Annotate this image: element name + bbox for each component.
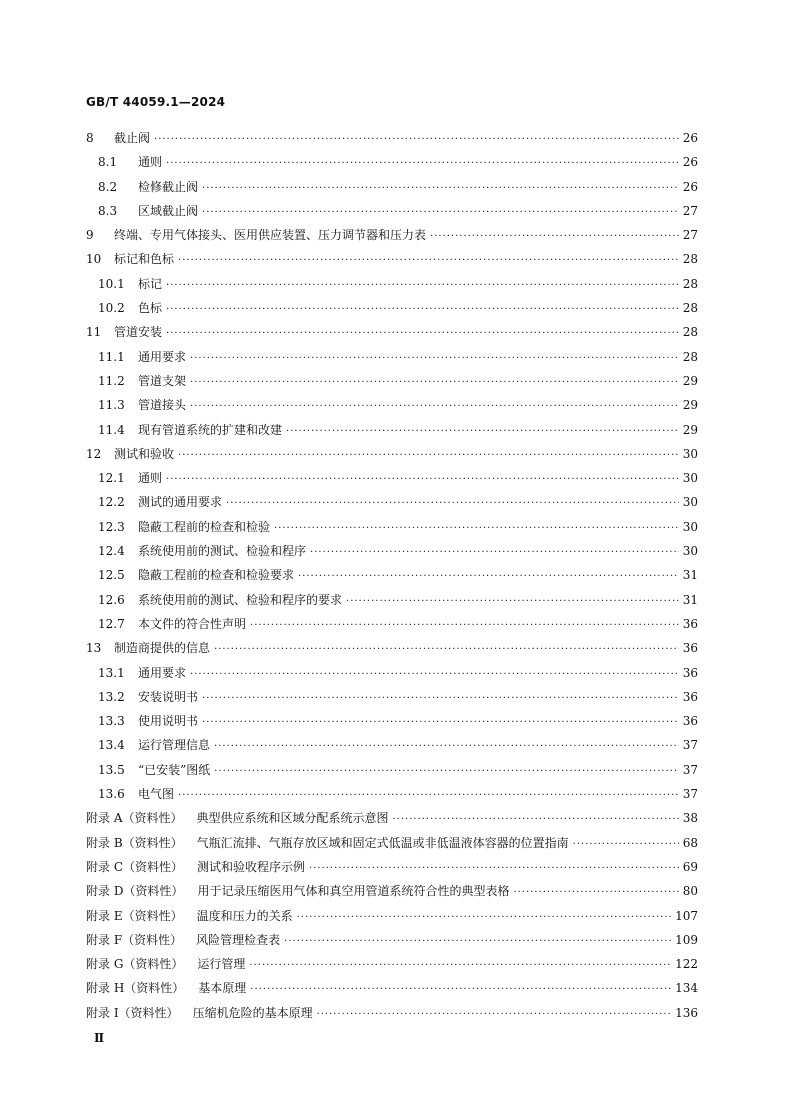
toc-leader-dots [274, 517, 679, 541]
toc-entry-page: 36 [682, 616, 698, 631]
toc-leader-dots [284, 930, 671, 954]
toc-entry[interactable] [86, 636, 698, 660]
toc-leader-dots [393, 808, 679, 832]
toc-entry[interactable] [86, 199, 698, 223]
toc-entry-number: 8.2 [98, 179, 118, 194]
toc-leader-dots [310, 541, 679, 565]
toc-entry-title: 现有管道系统的扩建和改建 [138, 422, 283, 437]
toc-entry-number: 11.4 [98, 422, 125, 437]
toc-entry-page: 30 [682, 471, 698, 486]
toc-entry-number: 9 [86, 228, 94, 243]
toc-entry[interactable] [86, 952, 698, 976]
toc-entry-number: 11.3 [98, 398, 125, 413]
toc-leader-dots [214, 735, 679, 759]
toc-leader-dots [317, 1003, 672, 1027]
toc-entry[interactable] [86, 976, 698, 1000]
toc-entry-title: 隐蔽工程前的检查和检验 [138, 519, 271, 534]
toc-entry-number: 12.5 [98, 568, 125, 583]
toc-entry-page: 26 [682, 155, 698, 170]
toc-entry-page: 30 [682, 446, 698, 461]
toc-entry-number: 8.1 [98, 155, 118, 170]
toc-entry-number: 附录 B（资料性） [86, 835, 183, 850]
standard-number: GB/T 44059.1—2024 [86, 95, 226, 109]
toc-leader-dots [214, 760, 678, 784]
toc-entry-number: 11 [86, 325, 102, 340]
toc-entry-page: 31 [682, 592, 698, 607]
toc-entry-number: 附录 F（资料性） [86, 932, 183, 947]
toc-entry-title: 风险管理检查表 [196, 932, 281, 947]
toc-leader-dots [346, 590, 679, 614]
toc-leader-dots [249, 954, 671, 978]
toc-entry[interactable] [86, 563, 698, 587]
toc-entry-page: 29 [682, 373, 698, 388]
toc-entry-page: 28 [682, 252, 698, 267]
toc-leader-dots [286, 420, 679, 444]
toc-entry[interactable] [86, 588, 698, 612]
toc-leader-dots [178, 444, 679, 468]
toc-entry-number: 10.2 [98, 301, 125, 316]
toc-leader-dots [166, 152, 679, 176]
toc-leader-dots [202, 687, 679, 711]
toc-entry-page: 37 [682, 738, 698, 753]
toc-leader-dots [298, 565, 679, 589]
toc-entry[interactable] [86, 709, 698, 733]
toc-entry-title: 管道安装 [114, 325, 163, 340]
toc-entry[interactable] [86, 515, 698, 539]
toc-entry-title: 管道接头 [138, 398, 187, 413]
toc-leader-dots [297, 906, 672, 930]
toc-entry-number: 12 [86, 446, 102, 461]
toc-entry[interactable] [86, 345, 698, 369]
toc-entry-title: 系统使用前的测试、检验和程序的要求 [138, 592, 343, 607]
toc-entry-number: 附录 D（资料性） [86, 884, 184, 899]
toc-entry-number: 12.6 [98, 592, 125, 607]
toc-entry-title: 截止阀 [114, 131, 151, 145]
toc-entry[interactable] [86, 223, 698, 247]
toc-entry[interactable] [86, 490, 698, 514]
toc-entry-title: 运行管理信息 [138, 738, 211, 753]
toc-entry-page: 37 [682, 762, 698, 777]
toc-entry-page: 28 [682, 301, 698, 316]
toc-entry-title: 通则 [138, 155, 163, 170]
toc-entry-title: 安装说明书 [138, 689, 199, 704]
toc-entry-number: 附录 H（资料性） [86, 981, 185, 996]
toc-entry-page: 27 [682, 228, 698, 243]
toc-entry[interactable] [86, 272, 698, 296]
toc-entry-page: 36 [682, 665, 698, 680]
toc-leader-dots [190, 395, 679, 419]
toc-entry-number: 12.4 [98, 544, 125, 559]
toc-entry-page: 31 [682, 568, 698, 583]
toc-entry-page: 28 [682, 349, 698, 364]
toc-leader-dots [154, 128, 679, 152]
toc-leader-dots [166, 298, 679, 322]
toc-entry-page: 36 [682, 641, 698, 656]
toc-entry-page: 27 [682, 203, 698, 218]
toc-leader-dots [190, 347, 679, 371]
toc-leader-dots [250, 614, 679, 638]
toc-leader-dots [190, 371, 679, 395]
toc-leader-dots [513, 881, 678, 905]
toc-entry-title: 温度和压力的关系 [196, 908, 293, 923]
toc-entry-number: 附录 I（资料性） [86, 1005, 179, 1020]
toc-leader-dots [190, 663, 679, 687]
toc-entry-title: 通则 [138, 471, 163, 486]
toc-entry-title: 使用说明书 [138, 714, 199, 729]
toc-entry-page: 36 [682, 689, 698, 704]
toc-entry-title: 通用要求 [138, 665, 187, 680]
toc-entry-number: 11.2 [98, 373, 125, 388]
toc-entry-number: 12.1 [98, 471, 125, 486]
toc-entry-page: 37 [682, 787, 698, 802]
toc-entry-title: “已安装”图纸 [138, 762, 211, 777]
toc-entry-number: 13.2 [98, 689, 125, 704]
toc-entry[interactable] [86, 855, 698, 879]
toc-entry-title: 检修截止阀 [138, 179, 199, 194]
toc-entry-title: 终端、专用气体接头、医用供应装置、压力调节器和压力表 [114, 228, 427, 243]
toc-entry-number: 13.3 [98, 714, 125, 729]
toc-entry-number: 13.1 [98, 665, 125, 680]
toc-entry-title: 测试和验收 [114, 446, 175, 461]
toc-entry-page: 30 [682, 495, 698, 510]
toc-entry-page: 29 [682, 398, 698, 413]
toc-leader-dots [430, 225, 679, 249]
toc-entry[interactable] [86, 758, 698, 782]
toc-entry[interactable] [86, 904, 698, 928]
toc-entry-page: 30 [682, 544, 698, 559]
toc-entry-number: 10.1 [98, 276, 125, 291]
toc-entry[interactable] [86, 175, 698, 199]
toc-entry-title: 标记 [138, 276, 163, 291]
toc-entry[interactable] [86, 612, 698, 636]
toc-entry-page: 38 [682, 811, 698, 826]
toc-entry[interactable] [86, 418, 698, 442]
table-of-contents [86, 126, 698, 1025]
toc-entry[interactable] [86, 442, 698, 466]
toc-entry-number: 12.3 [98, 519, 125, 534]
toc-entry[interactable] [86, 879, 698, 903]
page-number: Ⅱ [94, 1031, 105, 1045]
toc-entry[interactable] [86, 247, 698, 271]
toc-entry-title: 标记和色标 [114, 252, 175, 267]
toc-entry[interactable] [86, 539, 698, 563]
toc-entry-page: 68 [682, 835, 698, 850]
toc-leader-dots [226, 492, 679, 516]
toc-entry-page: 136 [675, 1005, 698, 1020]
toc-entry[interactable] [86, 369, 698, 393]
toc-entry[interactable] [86, 466, 698, 490]
toc-leader-dots [214, 638, 679, 662]
toc-entry[interactable] [86, 782, 698, 806]
toc-entry[interactable] [86, 685, 698, 709]
toc-entry-number: 13 [86, 641, 102, 656]
toc-entry-page: 26 [682, 179, 698, 194]
toc-entry[interactable] [86, 1001, 698, 1025]
toc-entry-number: 13.4 [98, 738, 125, 753]
toc-entry-title: 本文件的符合性声明 [138, 616, 247, 631]
toc-entry-number: 12.2 [98, 495, 125, 510]
toc-entry-number: 10 [86, 252, 102, 267]
toc-entry-number: 13.5 [98, 762, 125, 777]
toc-entry-page: 28 [682, 276, 698, 291]
toc-entry-page: 36 [682, 714, 698, 729]
toc-entry-title: 隐蔽工程前的检查和检验要求 [138, 568, 295, 583]
toc-entry-title: 区域截止阀 [138, 203, 199, 218]
toc-entry-page: 109 [675, 932, 698, 947]
toc-entry-title: 管道支架 [138, 373, 187, 388]
toc-entry[interactable] [86, 150, 698, 174]
toc-entry-title: 典型供应系统和区域分配系统示意图 [196, 811, 389, 826]
toc-entry-title: 电气图 [138, 787, 175, 802]
toc-entry-number: 12.7 [98, 616, 125, 631]
toc-leader-dots [178, 249, 679, 273]
toc-entry-title: 气瓶汇流排、气瓶存放区域和固定式低温或非低温液体容器的位置指南 [196, 835, 569, 850]
toc-leader-dots [202, 201, 679, 225]
toc-entry[interactable] [86, 320, 698, 344]
toc-entry-page: 122 [675, 957, 698, 972]
toc-entry-page: 80 [682, 884, 698, 899]
toc-entry-page: 30 [682, 519, 698, 534]
toc-entry[interactable] [86, 661, 698, 685]
toc-leader-dots [166, 322, 679, 346]
toc-leader-dots [202, 177, 679, 201]
toc-entry[interactable] [86, 126, 698, 150]
toc-entry[interactable] [86, 733, 698, 757]
toc-entry-title: 测试的通用要求 [138, 495, 223, 510]
toc-entry-page: 134 [675, 981, 698, 996]
toc-entry[interactable] [86, 806, 698, 830]
toc-entry-number: 11.1 [98, 349, 125, 364]
toc-entry[interactable] [86, 928, 698, 952]
toc-entry-title: 系统使用前的测试、检验和程序 [138, 544, 307, 559]
toc-entry[interactable] [86, 831, 698, 855]
toc-leader-dots [250, 978, 671, 1002]
toc-leader-dots [573, 833, 679, 857]
toc-leader-dots [166, 468, 679, 492]
toc-entry-number: 8.3 [98, 203, 118, 218]
toc-entry-number: 附录 A（资料性） [86, 811, 183, 826]
toc-entry-title: 测试和验收程序示例 [197, 859, 306, 874]
toc-entry-title: 色标 [138, 301, 163, 316]
toc-entry-title: 制造商提供的信息 [114, 641, 211, 656]
toc-entry[interactable] [86, 296, 698, 320]
toc-entry-page: 29 [682, 422, 698, 437]
toc-leader-dots [202, 711, 679, 735]
toc-entry-number: 附录 G（资料性） [86, 957, 184, 972]
toc-leader-dots [309, 857, 679, 881]
toc-entry-page: 69 [682, 859, 698, 874]
toc-entry-number: 8 [86, 131, 94, 145]
toc-entry-number: 附录 C（资料性） [86, 859, 183, 874]
toc-entry-page: 28 [682, 325, 698, 340]
toc-leader-dots [178, 784, 679, 808]
toc-entry-page: 26 [682, 131, 698, 145]
toc-entry-title: 运行管理 [197, 957, 246, 972]
toc-entry-title: 用于记录压缩医用气体和真空用管道系统符合性的典型表格 [197, 884, 510, 899]
toc-entry[interactable] [86, 393, 698, 417]
toc-leader-dots [166, 274, 679, 298]
toc-entry-title: 基本原理 [198, 981, 247, 996]
toc-entry-title: 通用要求 [138, 349, 187, 364]
toc-entry-page: 107 [675, 908, 698, 923]
toc-entry-number: 附录 E（资料性） [86, 908, 183, 923]
toc-entry-number: 13.6 [98, 787, 125, 802]
toc-entry-title: 压缩机危险的基本原理 [192, 1005, 313, 1020]
